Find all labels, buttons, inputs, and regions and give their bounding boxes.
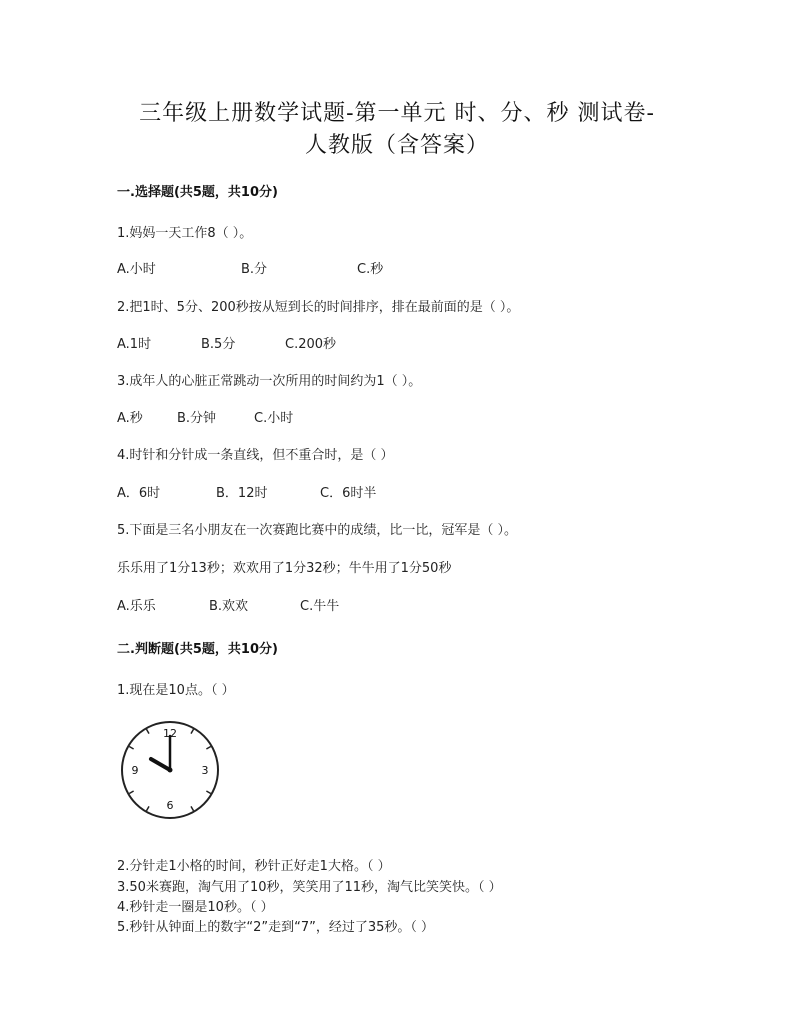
question-1: 1.妈妈一天工作8（ ）。 (117, 226, 253, 241)
page-title-line1: 三年级上册数学试题-第一单元 时、分、秒 测试卷- (139, 101, 655, 126)
question-5-results: 乐乐用了1分13秒；欢欢用了1分32秒；牛牛用了1分50秒 (117, 561, 452, 576)
clock-face-icon (118, 718, 222, 822)
page-title-line2: 人教版（含答案） (304, 133, 489, 158)
option-a: A.小时 (117, 262, 156, 277)
judgment-question-2: 2.分针走1小格的时间，秒针正好走1大格。（ ） (117, 859, 391, 874)
option-b: B.5分 (201, 337, 236, 352)
option-b: B．12时 (216, 486, 268, 501)
option-b: B.分钟 (177, 411, 217, 426)
option-c: C.200秒 (285, 337, 337, 352)
question-5: 5.下面是三名小朋友在一次赛跑比赛中的成绩，比一比，冠军是（ ）。 (117, 523, 518, 538)
clock-number-3: 3 (201, 764, 209, 777)
option-a: A.秒 (117, 411, 143, 426)
question-2: 2.把1时、5分、200秒按从短到长的时间排序，排在最前面的是（ ）。 (117, 300, 520, 315)
clock-number-9: 9 (131, 764, 139, 777)
section-heading-judgment: 二.判断题(共5题，共10分) (117, 642, 278, 657)
judgment-question-3: 3.50米赛跑，淘气用了10秒，笑笑用了11秒，淘气比笑笑快。（ ） (117, 880, 502, 895)
clock-number-6: 6 (166, 799, 174, 812)
option-c: C.小时 (254, 411, 294, 426)
question-4: 4.时针和分针成一条直线，但不重合时，是（ ） (117, 448, 394, 463)
option-a: A．6时 (117, 486, 161, 501)
option-b: B.分 (241, 262, 268, 277)
clock-number-12: 12 (163, 727, 177, 740)
option-b: B.欢欢 (209, 599, 249, 614)
option-c: C.秒 (357, 262, 384, 277)
section-heading-choice: 一.选择题(共5题，共10分) (117, 185, 278, 200)
clock-center (168, 768, 173, 773)
option-a: A.乐乐 (117, 599, 156, 614)
option-a: A.1时 (117, 337, 152, 352)
judgment-question-1: 1.现在是10点。（ ） (117, 683, 235, 698)
judgment-question-4: 4.秒针走一圈是10秒。（ ） (117, 900, 274, 915)
option-c: C．6时半 (320, 486, 377, 501)
option-c: C.牛牛 (300, 599, 340, 614)
judgment-question-5: 5.秒针从钟面上的数字“2”走到“7”，经过了35秒。（ ） (117, 920, 435, 935)
question-3: 3.成年人的心脏正常跳动一次所用的时间约为1（ ）。 (117, 374, 422, 389)
